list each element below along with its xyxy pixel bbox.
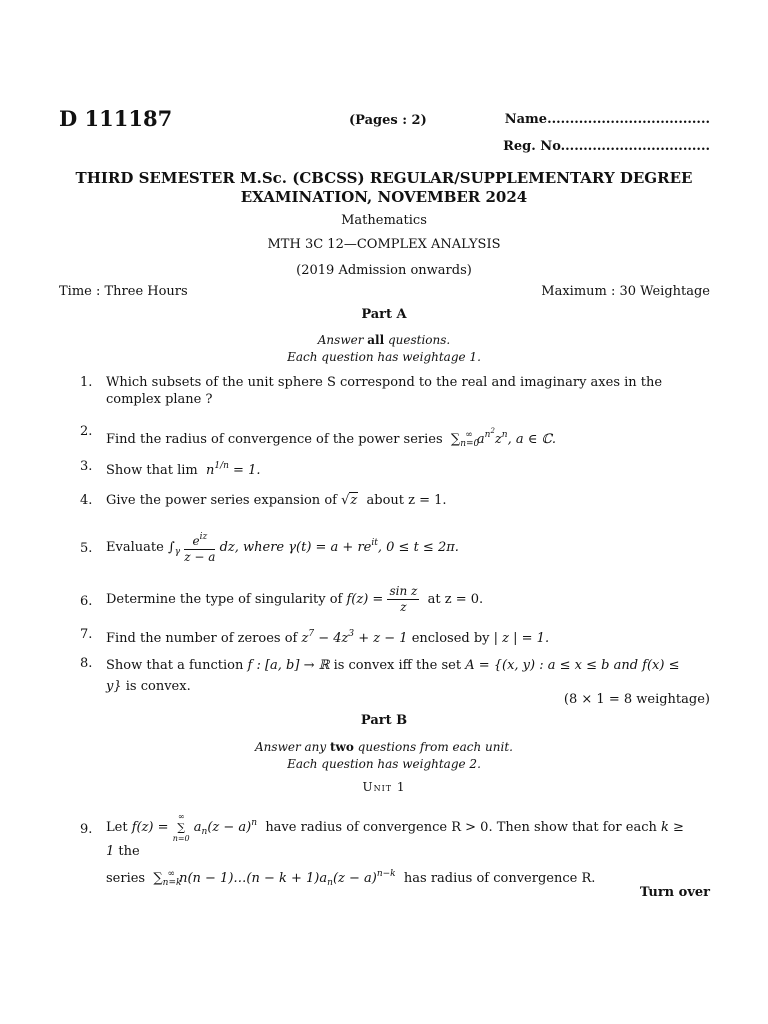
reg-no-field: Reg. No................................. — [503, 139, 710, 154]
question-2: 2. Find the radius of convergence of the power series $\sum_{n=0}^\infty$ $a^{n^2}z^n$, a ∈ ℂ. — [80, 424, 556, 449]
part-a-instruction-2: Each question has weightage 1. — [287, 350, 481, 364]
question-3: 3. Show that $\lim n^{1/n} = 1$. — [80, 459, 261, 478]
exam-title — [0, 169, 768, 207]
question-8: 8. Show that a function f : [a, b] → ℝ is convex iff the set A = {(x, y) : a ≤ x ≤ b and f(x) ≤ y} is convex. — [80, 656, 680, 694]
part-b-instruction-2: Each question has weightage 2. — [287, 757, 481, 771]
part-a-weightage: (8 × 1 = 8 weightage) — [563, 692, 710, 707]
unit-heading: Unit 1 — [362, 780, 406, 794]
time-allowed: Time : Three Hours — [59, 284, 188, 299]
page-count: (Pages : 2) — [349, 113, 427, 128]
question-9: 9. Let f(z) = ∞ ∑ n=0 $a_n(z - a)^n$ have radius of convergence R > 0. Then show that for each k ≥ 1 the series $\sum_{n=k}^\infty$ n(n − 1)…(n − $k + 1)a_n(z - a)^{n-k}$ has radius of convergence R. — [80, 812, 684, 888]
question-7: 7. Find the number of zeroes of $z^7 - 4z^3 + z - 1$ enclosed by | z | = 1. — [80, 627, 550, 646]
exam-code: D 111187 — [59, 106, 173, 131]
maximum-weightage: Maximum : 30 Weightage — [541, 284, 710, 299]
question-5: 5. Evaluate $\int_\gamma$ $\frac{e^{iz}}{z - a}$ dz, where $\gamma(t) = a + re^{it}$, 0 ≤ t ≤ 2π. — [80, 532, 459, 564]
part-b-instruction-1: Answer any two questions from each unit. — [255, 740, 513, 754]
subject: Mathematics — [341, 213, 427, 228]
part-a-instruction-1: Answer all questions. — [317, 333, 451, 347]
exam-title-line2: EXAMINATION, NOVEMBER 2024 — [240, 188, 528, 206]
part-a-heading: Part A — [361, 307, 407, 322]
turn-over-note: Turn over — [639, 885, 710, 900]
part-b-heading: Part B — [360, 713, 408, 728]
question-6: 6. Determine the type of singularity of f(z) = $\frac{\text{sin z}}{z}$ at z = 0. — [80, 584, 484, 614]
course-title: MTH 3C 12—COMPLEX ANALYSIS — [267, 237, 501, 252]
question-1: 1. Which subsets of the unit sphere S correspond to the real and imaginary axes in the complex plane ? — [80, 375, 663, 407]
name-field: Name.................................... — [504, 112, 710, 127]
admission-note: (2019 Admission onwards) — [296, 263, 472, 278]
exam-title-line1: THIRD SEMESTER M.Sc. (CBCSS) REGULAR/SUPPLEMENTARY DEGREE — [75, 169, 693, 187]
question-4: 4. Give the power series expansion of √z about z = 1. — [80, 493, 447, 508]
